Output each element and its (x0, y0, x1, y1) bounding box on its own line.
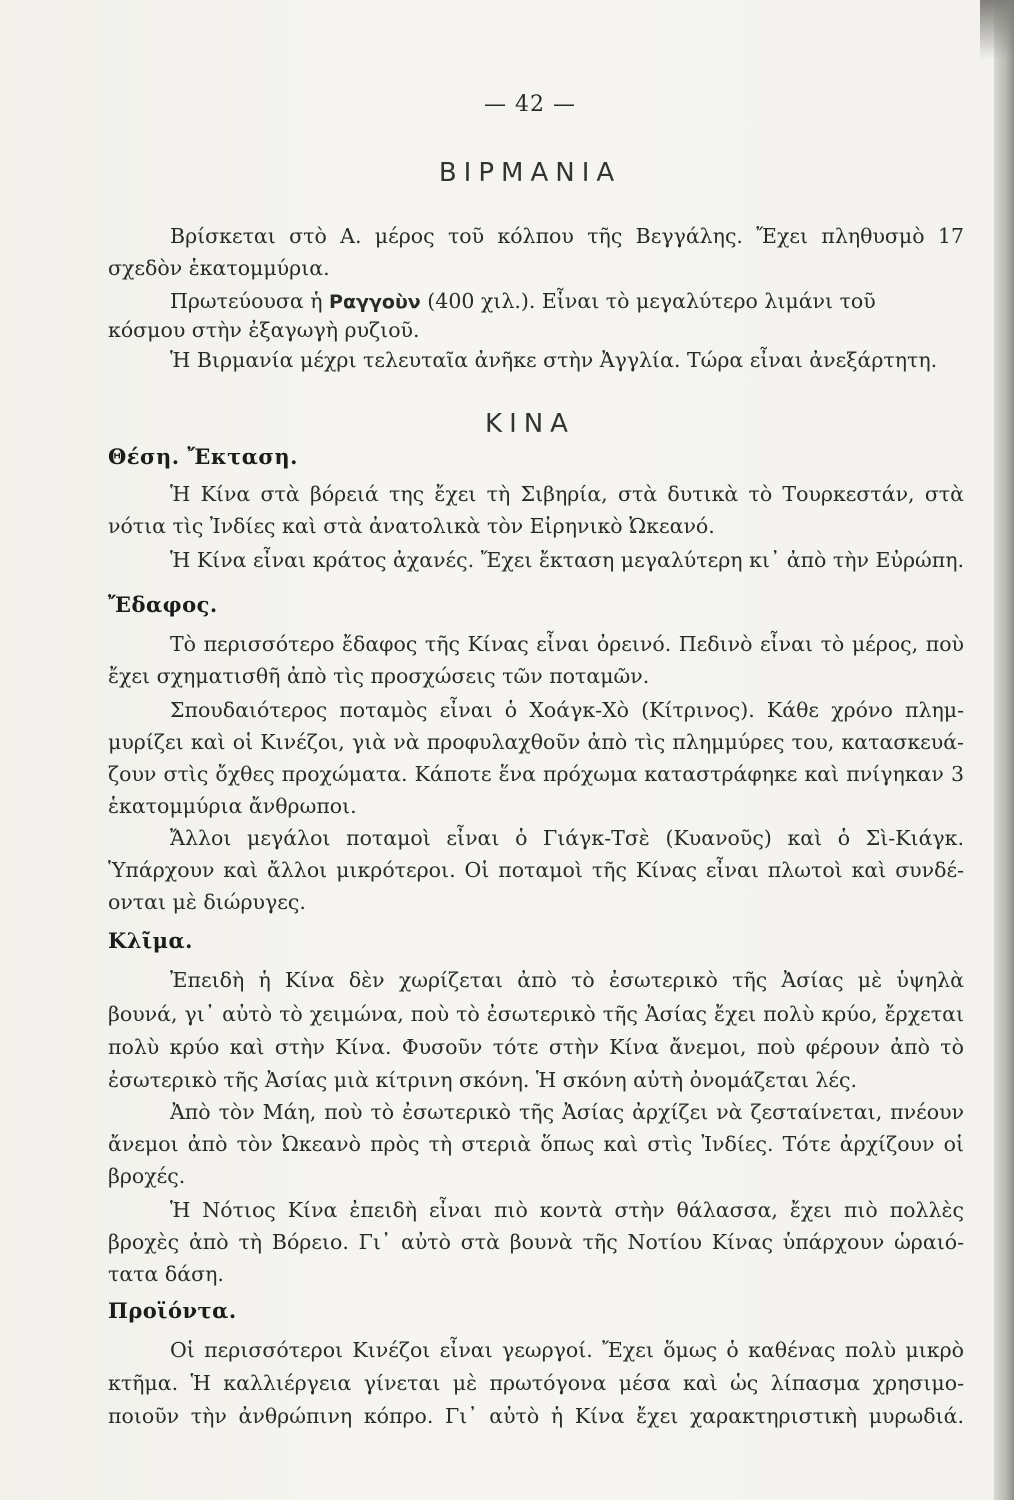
text-line: βροχές. (108, 1164, 186, 1188)
text-line: Ἡ Κίνα στὰ βόρειά της ἔχει τὴ Σιβηρία, στὰ δυτικὰ τὸ Τουρκεστάν, στὰ (170, 482, 964, 506)
text-line: βροχὲς ἀπὸ τὴ Βόρειο. Γι᾽ αὐτὸ στὰ βουνὰ τῆς Νοτίου Κίνας ὑπάρχουν ὡραιό- (108, 1230, 964, 1254)
text-line: ἔχει σχηματισθῆ ἀπὸ τὶς προσχώσεις τῶν ποταμῶν. (108, 664, 650, 688)
page-shadow (980, 0, 1014, 60)
text-fragment: Πρωτεύουσα ἡ (170, 289, 323, 313)
text-line: Ὑπάρχουν καὶ ἄλλοι μικρότεροι. Οἱ ποταμοὶ τῆς Κίνας εἶναι πλωτοὶ καὶ συνδέ- (108, 858, 964, 882)
text-line: νότια τὶς Ἰνδίες καὶ στὰ ἀνατολικὰ τὸν Εἰρηνικὸ Ὠκεανό. (108, 514, 715, 538)
text-line: Ἡ Κίνα εἶναι κράτος ἀχανές. Ἔχει ἔκταση μεγαλύτερη κι᾽ ἀπὸ τὴν Εὐρώπη. (170, 548, 964, 572)
text-line: Ἀπὸ τὸν Μάη, ποὺ τὸ ἐσωτερικὸ τῆς Ἀσίας ἀρχίζει νὰ ζεσταίνεται, πνέουν (170, 1100, 964, 1124)
text-line: Ἡ Βιρμανία μέχρι τελευταῖα ἀνῆκε στὴν Ἀγγλία. Τώρα εἶναι ἀνεξάρτητη. (170, 348, 938, 372)
page-number: — 42 — (484, 92, 576, 117)
text-line: ποιοῦν τὴν ἀνθρώπινη κόπρο. Γι᾽ αὐτὸ ἡ Κίνα ἔχει χαρακτηριστικὴ μυρωδιά. (108, 1404, 964, 1428)
heading-proionta: Προϊόντα. (108, 1298, 237, 1323)
text-line: ονται μὲ διώρυγες. (108, 890, 306, 914)
text-line: Βρίσκεται στὸ Α. μέρος τοῦ κόλπου τῆς Βεγγάλης. Ἔχει πληθυσμὸ 17 (170, 224, 964, 248)
text-fragment: (400 χιλ.). Εἶναι τὸ μεγαλύτερο λιμάνι τοῦ (427, 289, 876, 313)
text-line: Τὸ περισσότερο ἔδαφος τῆς Κίνας εἶναι ὀρεινό. Πεδινὸ εἶναι τὸ μέρος, ποὺ (170, 632, 964, 656)
text-line: ἄνεμοι ἀπὸ τὸν Ὠκεανὸ πρὸς τὴ στεριὰ ὅπως καὶ στὶς Ἰνδίες. Τότε ἀρχίζουν οἱ (108, 1132, 964, 1156)
text-line: Ἐπειδὴ ἡ Κίνα δὲν χωρίζεται ἀπὸ τὸ ἐσωτερικὸ τῆς Ἀσίας μὲ ὑψηλὰ (170, 968, 964, 992)
heading-klima: Κλῖμα. (108, 928, 193, 953)
text-line: σχεδὸν ἑκατομμύρια. (108, 256, 330, 280)
text-line: πολὺ κρύο καὶ στὴν Κίνα. Φυσοῦν τότε στὴν Κίνα ἄνεμοι, ποὺ φέρουν ἀπὸ τὸ (108, 1035, 964, 1059)
section-title-kina: ΚΙΝΑ (485, 409, 575, 439)
text-line: ἐσωτερικὸ τῆς Ἀσίας μιὰ κίτρινη σκόνη. Ἡ σκόνη αὐτὴ ὀνομάζεται λές. (108, 1068, 858, 1092)
text-line: κόσμου στὴν ἐξαγωγὴ ρυζιοῦ. (108, 318, 420, 342)
text-line: ἑκατομμύρια ἄνθρωποι. (108, 794, 357, 818)
text-line: κτῆμα. Ἡ καλλιέργεια γίνεται μὲ πρωτόγονα μέσα καὶ ὡς λίπασμα χρησιμο- (108, 1371, 964, 1395)
text-line: Οἱ περισσότεροι Κινέζοι εἶναι γεωργοί. Ἔχει ὅμως ὁ καθένας πολὺ μικρὸ (170, 1338, 964, 1362)
capital-name: Ραγγοὺν (329, 291, 421, 313)
heading-thesi-ektasi: Θέση. Ἔκταση. (108, 444, 298, 469)
text-line: βουνά, γι᾽ αὐτὸ τὸ χειμώνα, ποὺ τὸ ἐσωτερικὸ τῆς Ἀσίας ἔχει πολὺ κρύο, ἔρχεται (108, 1002, 964, 1026)
section-title-birmania: ΒΙΡΜΑΝΙΑ (438, 158, 622, 188)
text-line: Σπουδαιότερος ποταμὸς εἶναι ὁ Χοάγκ-Χὸ (Κίτρινος). Κάθε χρόνο πλημ- (170, 698, 964, 722)
text-line: Ἡ Νότιος Κίνα ἐπειδὴ εἶναι πιὸ κοντὰ στὴν θάλασσα, ἔχει πιὸ πολλὲς (170, 1198, 964, 1222)
text-line: τατα δάση. (108, 1262, 224, 1286)
text-line: ζουν στὶς ὄχθες προχώματα. Κάποτε ἕνα πρόχωμα καταστράφηκε καὶ πνίγηκαν 3 (108, 762, 964, 786)
book-spine-edge (994, 0, 1014, 1500)
text-line: μυρίζει καὶ οἱ Κινέζοι, γιὰ νὰ προφυλαχθοῦν ἀπὸ τὶς πλημμύρες του, κατασκευά- (108, 730, 964, 754)
text-line: Ἄλλοι μεγάλοι ποταμοὶ εἶναι ὁ Γιάγκ-Τσὲ (Κυανοῦς) καὶ ὁ Σὶ-Κιάγκ. (170, 826, 964, 850)
heading-edafos: Ἔδαφος. (108, 592, 218, 617)
text-line-capital (108, 287, 964, 316)
